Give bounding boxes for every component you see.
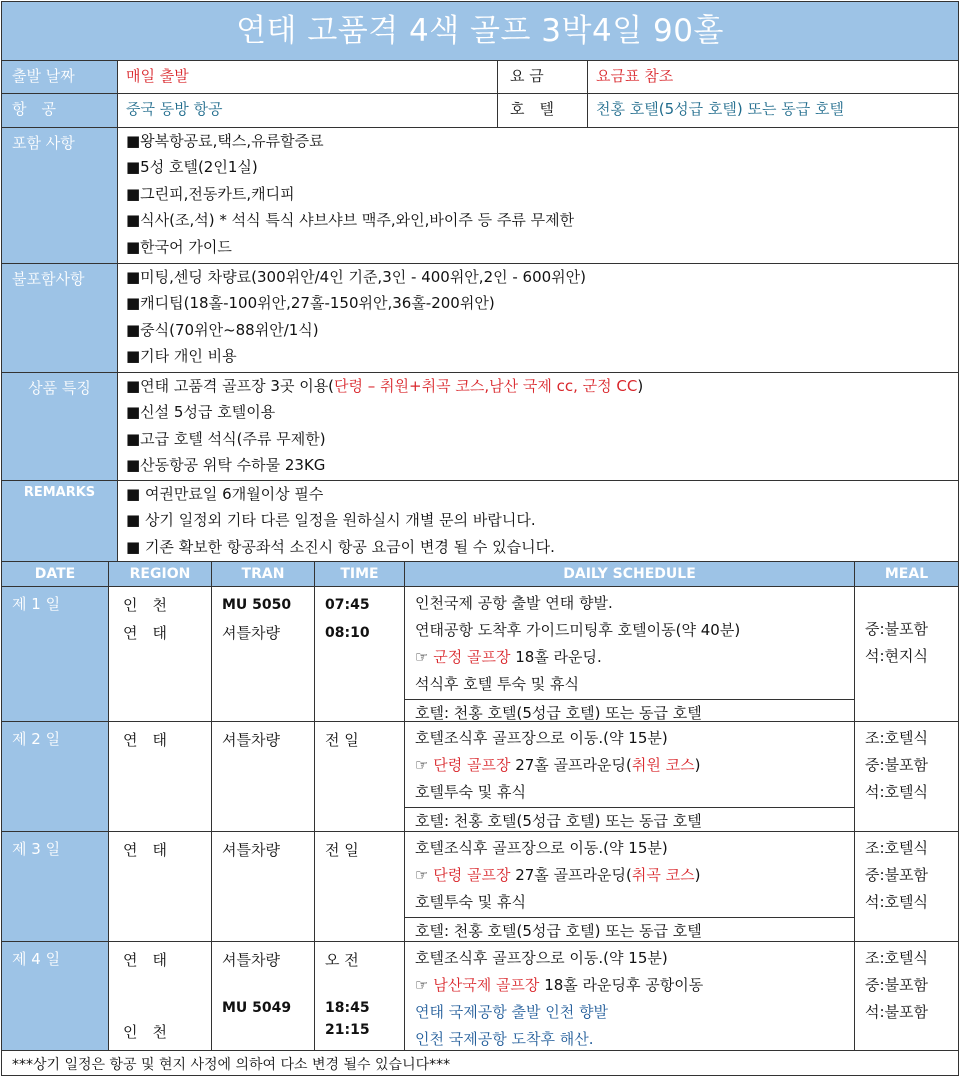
golf-course-line: ☞ 남산국제 골프장 18홀 라운딩후 공항이동	[415, 976, 704, 994]
golf-course-name: 단령 골프장	[433, 756, 511, 774]
courses-highlight: 단령 – 취원+취곡 코스,남산 국제 cc, 군정 CC	[334, 377, 638, 395]
golf-course-name: 남산국제 골프장	[433, 976, 540, 994]
day-date: 제 3 일	[2, 832, 109, 941]
day-transport: 셔틀차량	[212, 722, 315, 831]
included-section	[2, 128, 958, 264]
page-title: 연태 고품격 4색 골프 3박4일 90홀	[2, 2, 958, 61]
day-time: 오 전 18:45 21:15	[315, 942, 405, 1050]
day-meal: 조:호텔식 중:불포함 석:호텔식	[865, 729, 929, 801]
fare-label: 요 금	[498, 61, 588, 93]
day-schedule: 인천국제 공항 출발 연태 향발. 연태공항 도착후 가이드미팅후 호텔이동(약 40분) ☞ 군정 골프장 18홀 라운딩. 석식후 호텔 투숙 및 휴식 호텔: 천홍 호텔(5성급 호텔) 또는 동급 호텔	[405, 587, 855, 721]
included-item: ■식사(조,석) * 석식 특식 샤브샤브 맥주,와인,바이주 등 주류 무제한	[126, 211, 575, 230]
day-region: 인 천 연 태	[109, 587, 212, 721]
info-row-departure	[2, 61, 958, 94]
included-item: ■그린피,전동카트,캐디피	[126, 184, 295, 203]
features-list	[118, 373, 958, 480]
included-label: 포함 사항	[2, 128, 118, 263]
excluded-label: 불포함사항	[2, 264, 118, 372]
day-meal: 중:불포함 석:현지식	[865, 620, 929, 665]
included-item: ■5성 호텔(2인1실)	[126, 158, 258, 177]
features-item-courses: ■연태 고품격 골프장 3곳 이용(단령 – 취원+취곡 코스,남산 국제 cc, 군정 CC)	[126, 377, 644, 395]
day-transport: 셔틀차량	[212, 832, 315, 941]
day-date: 제 1 일	[2, 587, 109, 721]
day-date: 제 4 일	[2, 942, 109, 1050]
schedule-day-3	[2, 832, 958, 942]
golf-course-line: ☞ 단령 골프장 27홀 골프라운딩(취원 코스)	[415, 756, 701, 774]
features-item: ■산동항공 위탁 수하물 23KG	[126, 456, 326, 475]
fare-value: 요금표 참조	[596, 67, 674, 85]
day-meal: 조:호텔식 중:불포함 석:호텔식	[865, 839, 929, 911]
excluded-section	[2, 264, 958, 373]
header-date: DATE	[2, 562, 109, 586]
features-item: ■고급 호텔 석식(주류 무제한)	[126, 429, 326, 448]
day-time: 전 일	[315, 832, 405, 941]
included-list	[118, 128, 958, 263]
schedule-day-1	[2, 587, 958, 722]
features-section	[2, 373, 958, 481]
header-daily-schedule: DAILY SCHEDULE	[405, 562, 855, 586]
day-hotel: 호텔: 천홍 호텔(5성급 호텔) 또는 동급 호텔	[405, 699, 854, 726]
header-tran: TRAN	[212, 562, 315, 586]
departure-value: 매일 출발	[118, 61, 498, 93]
day-meal: 조:호텔식 중:불포함 석:불포함	[865, 949, 929, 1021]
remarks-item: ■ 기존 확보한 항공좌석 소진시 항공 요금이 변경 될 수 있습니다.	[126, 537, 555, 556]
excluded-item: ■기타 개인 비용	[126, 347, 237, 366]
excluded-item: ■캐디팁(18홀-100위안,27홀-150위안,36홀-200위안)	[126, 294, 495, 313]
remarks-section	[2, 481, 958, 562]
remarks-label: REMARKS	[2, 481, 118, 561]
itinerary-document	[1, 1, 959, 1076]
remarks-list	[118, 481, 958, 561]
header-time: TIME	[315, 562, 405, 586]
remarks-item: ■ 상기 일정외 기타 다른 일정을 원하실시 개별 문의 바랍니다.	[126, 511, 536, 530]
course-name: 취원 코스	[631, 756, 695, 774]
included-item: ■왕복항공료,택스,유류할증료	[126, 132, 324, 150]
header-meal: MEAL	[884, 566, 929, 582]
day-region: 연 태 인 천	[109, 942, 212, 1050]
footer-note: ***상기 일정은 항공 및 현지 사정에 의하여 다소 변경 될수 있습니다***	[12, 1057, 451, 1073]
features-item: ■신설 5성급 호텔이용	[126, 403, 276, 422]
schedule-header-row	[2, 562, 958, 587]
day-schedule: 호텔조식후 골프장으로 이동.(약 15분) ☞ 남산국제 골프장 18홀 라운딩후 공항이동 연태 국제공항 출발 인천 향발 인천 국제공항 도착후 해산.	[405, 942, 855, 1050]
departure-label: 출발 날짜	[2, 61, 118, 93]
airline-label: 항 공	[2, 94, 118, 127]
hotel-label: 호 텔	[498, 94, 588, 127]
day-hotel: 호텔: 천홍 호텔(5성급 호텔) 또는 동급 호텔	[405, 917, 854, 944]
day-time: 전 일	[315, 722, 405, 831]
day-region: 연 태	[109, 722, 212, 831]
info-row-airline	[2, 94, 958, 128]
excluded-item: ■중식(70위안~88위안/1식)	[126, 320, 319, 339]
day-hotel: 호텔: 천홍 호텔(5성급 호텔) 또는 동급 호텔	[405, 807, 854, 834]
golf-course-name: 단령 골프장	[433, 866, 511, 884]
golf-course-line: ☞ 군정 골프장 18홀 라운딩.	[415, 648, 602, 666]
golf-course-name: 군정 골프장	[433, 648, 511, 666]
header-region: REGION	[109, 562, 212, 586]
excluded-list	[118, 264, 958, 372]
schedule-day-4	[2, 942, 958, 1051]
airline-value: 중국 동방 항공	[118, 94, 498, 127]
schedule-day-2	[2, 722, 958, 832]
day-region: 연 태	[109, 832, 212, 941]
remarks-item: ■ 여권만료일 6개월이상 필수	[126, 485, 324, 503]
hotel-value: 천홍 호텔(5성급 호텔) 또는 동급 호텔	[596, 100, 844, 118]
day-schedule: 호텔조식후 골프장으로 이동.(약 15분) ☞ 단령 골프장 27홀 골프라운딩(취원 코스) 호텔투숙 및 휴식 호텔: 천홍 호텔(5성급 호텔) 또는 동급 호텔	[405, 722, 855, 831]
day-transport: 셔틀차량 MU 5049	[212, 942, 315, 1050]
included-item: ■한국어 가이드	[126, 237, 232, 256]
day-schedule: 호텔조식후 골프장으로 이동.(약 15분) ☞ 단령 골프장 27홀 골프라운딩(취곡 코스) 호텔투숙 및 휴식 호텔: 천홍 호텔(5성급 호텔) 또는 동급 호텔	[405, 832, 855, 941]
golf-course-line: ☞ 단령 골프장 27홀 골프라운딩(취곡 코스)	[415, 866, 701, 884]
day-transport: MU 5050 셔틀차량	[212, 587, 315, 721]
excluded-item: ■미팅,센딩 차량료(300위안/4인 기준,3인 - 400위안,2인 - 600위안)	[126, 268, 587, 286]
course-name: 취곡 코스	[631, 866, 695, 884]
features-label: 상품 특징	[2, 373, 118, 480]
day-time: 07:45 08:10	[315, 587, 405, 721]
day-date: 제 2 일	[2, 722, 109, 831]
